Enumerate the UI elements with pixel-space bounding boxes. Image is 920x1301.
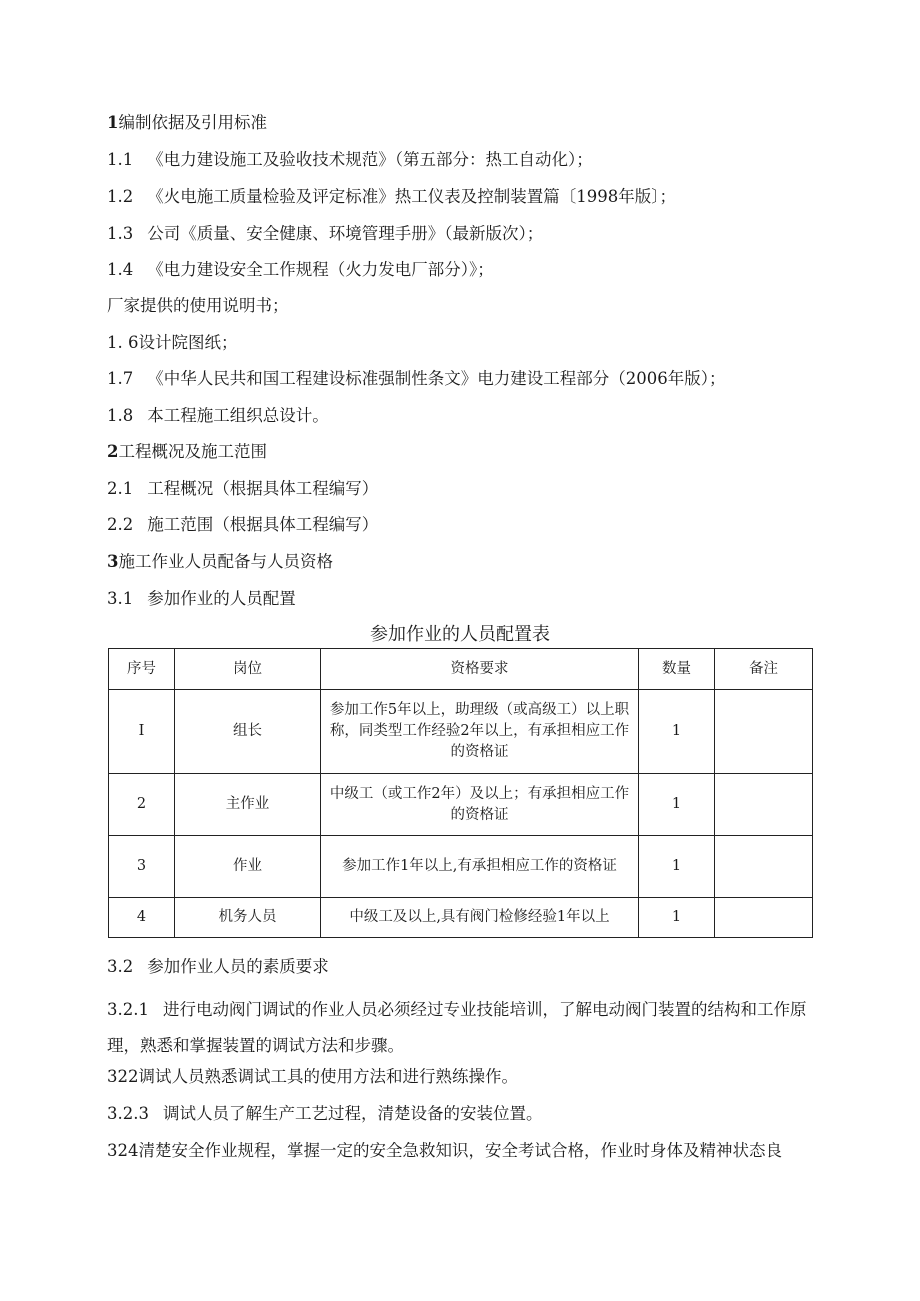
- reference-item: 1.7 《中华人民共和国工程建设标准强制性条文》电力建设工程部分（2006年版）；: [107, 369, 726, 388]
- reference-item: 1.4 《电力建设安全工作规程（火力发电厂部分）》；: [107, 260, 494, 279]
- cell-note: [715, 836, 813, 898]
- cell-quantity: 1: [639, 898, 715, 938]
- reference-item: 1.3 公司《质量、安全健康、环境管理手册》（最新版次）；: [107, 224, 544, 243]
- table-row: [109, 898, 813, 938]
- paragraph-item: 3.2.3 调试人员了解生产工艺过程，清楚设备的安装位置。: [107, 1104, 543, 1123]
- cell-no: 4: [109, 898, 175, 938]
- cell-post: 作业: [175, 836, 321, 898]
- cell-requirement: 参加工作5年以上，助理级（或高级工）以上职称，同类型工作经验2年以上，有承担相应工作的资格证: [321, 690, 639, 774]
- reference-item: 1.8 本工程施工组织总设计。: [107, 406, 329, 425]
- header-no: 序号: [109, 649, 175, 690]
- cell-post: 主作业: [175, 774, 321, 836]
- header-quantity: 数量: [639, 649, 715, 690]
- cell-no: 3: [109, 836, 175, 898]
- cell-no: I: [109, 690, 175, 774]
- table-row: [109, 836, 813, 898]
- cell-no: 2: [109, 774, 175, 836]
- cell-quantity: 1: [639, 836, 715, 898]
- cell-requirement: 中级工（或工作2年）及以上；有承担相应工作的资格证: [321, 774, 639, 836]
- cell-note: [715, 898, 813, 938]
- table-header-row: [109, 649, 813, 690]
- reference-item: 1.2 《火电施工质量检验及评定标准》热工仪表及控制装置篇〔1998年版〕；: [107, 187, 676, 206]
- cell-quantity: 1: [639, 690, 715, 774]
- subsection-item: 2.1 工程概况（根据具体工程编写）: [107, 479, 379, 498]
- paragraph-item: 322调试人员熟悉调试工具的使用方法和进行熟练操作。: [107, 1067, 518, 1086]
- reference-item: 1.1 《电力建设施工及验收技术规范》（第五部分：热工自动化）；: [107, 150, 593, 169]
- cell-requirement: 参加工作1年以上,有承担相应工作的资格证: [321, 836, 639, 898]
- header-note: 备注: [715, 649, 813, 690]
- section-heading-3: 3施工作业人员配备与人员资格: [107, 552, 333, 571]
- section-heading-1: 1编制依据及引用标准: [107, 113, 267, 132]
- staffing-table: [108, 648, 813, 938]
- cell-note: [715, 774, 813, 836]
- paragraph-item: 324清楚安全作业规程，掌握一定的安全急救知识，安全考试合格，作业时身体及精神状态良: [107, 1141, 782, 1160]
- subsection-item: 3.1 参加作业的人员配置: [107, 589, 296, 608]
- cell-requirement: 中级工及以上,具有阀门检修经验1年以上: [321, 898, 639, 938]
- subsection-item: 2.2 施工范围（根据具体工程编写）: [107, 515, 379, 534]
- subsection-item: 3.2 参加作业人员的素质要求: [107, 957, 329, 976]
- cell-post: 机务人员: [175, 898, 321, 938]
- table-row: [109, 774, 813, 836]
- reference-item: 1. 6设计院图纸；: [107, 333, 238, 352]
- table-title: 参加作业的人员配置表: [370, 624, 550, 645]
- paragraph-item: 3.2.1 进行电动阀门调试的作业人员必须经过专业技能培训，了解电动阀门装置的结构和工作原理，熟悉和掌握装置的调试方法和步骤。: [107, 1000, 807, 1055]
- section-heading-2: 2工程概况及施工范围: [107, 442, 267, 461]
- cell-note: [715, 690, 813, 774]
- cell-post: 组长: [175, 690, 321, 774]
- header-post: 岗位: [175, 649, 321, 690]
- table-row: [109, 690, 813, 774]
- cell-quantity: 1: [639, 774, 715, 836]
- header-requirement: 资格要求: [321, 649, 639, 690]
- reference-item: 厂家提供的使用说明书；: [107, 296, 289, 315]
